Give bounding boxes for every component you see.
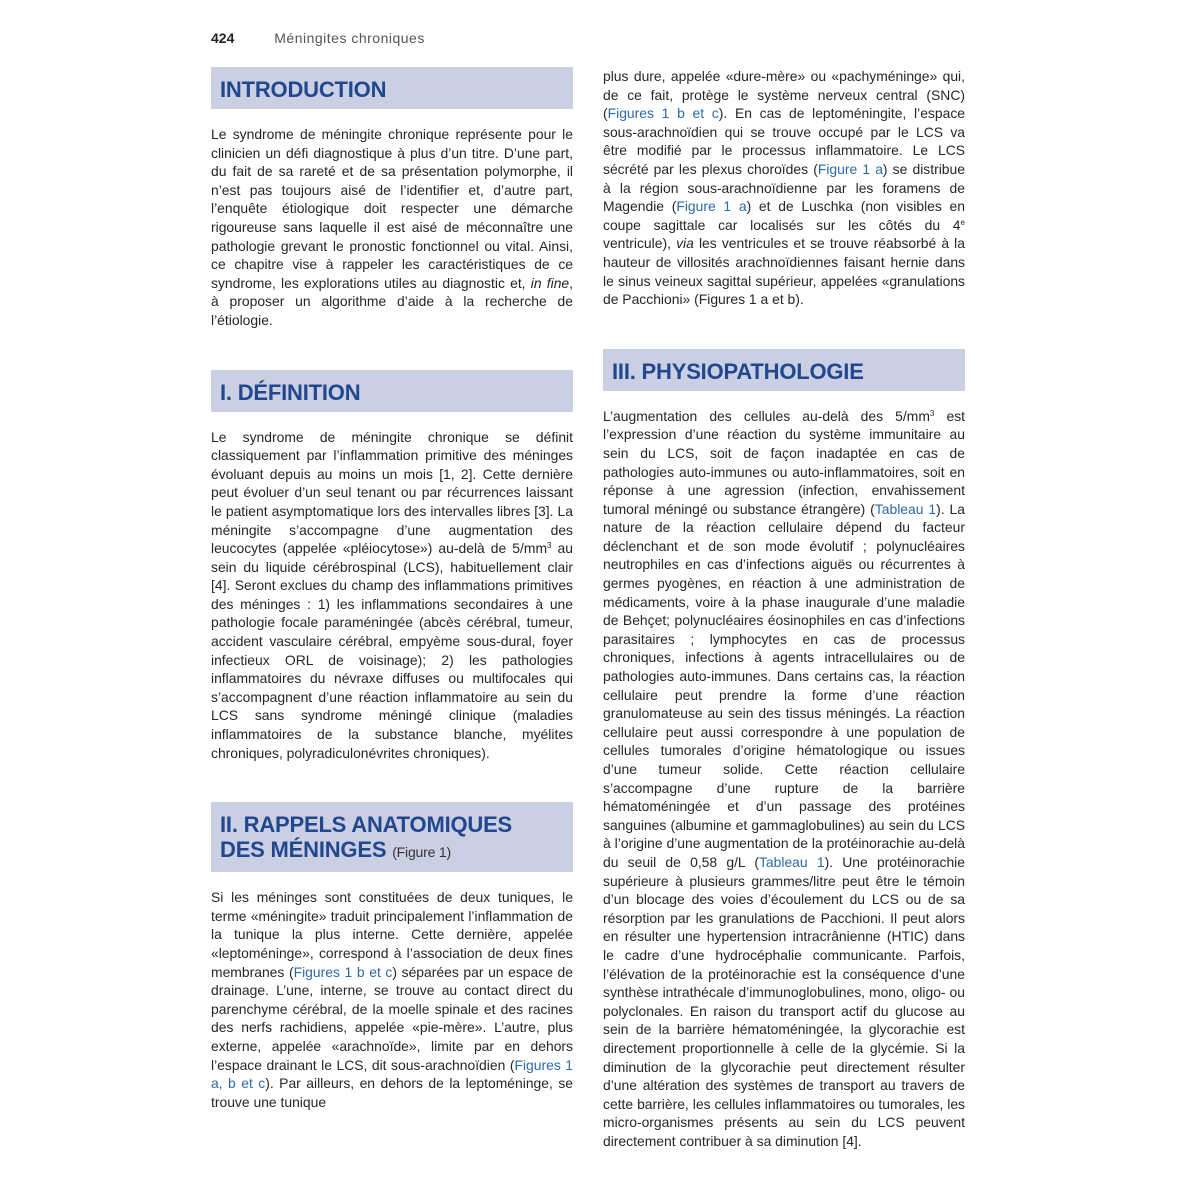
left-column	[211, 67, 573, 1111]
physiopathologie-heading: III. PHYSIOPATHOLOGIE	[603, 349, 965, 391]
physiopathologie-paragraph: L’augmentation des cellules au-delà des $5/mm^3$ est l’expression d’une réaction du système immunitaire au sein du LCS, soit de façon inadaptée en cas de pathologies auto-immunes ou auto-inflammatoires, soit en réponse à une agression (infection, envahissement tumoral méningé ou substance étrangère) (Tableau 1). La nature de la réaction cellulaire dépend du facteur déclenchant et de son mode évolutif ; polynucléaires neutrophiles en cas d’infections aiguës ou récurrentes à germes pyogènes, en réaction à une administration de médicaments, voire à la phase inaugurale d’une maladie de Behçet; polynucléaires éosinophiles en cas d’infections parasitaires ; lymphocytes en cas de processus chroniques, infections à agents intracellulaires ou de pathologies auto-immunes. Dans certains cas, la réaction cellulaire peut prendre la forme d’une réaction granulomateuse au sein des tissus méningés. La réaction cellulaire peut aussi correspondre à une population de cellules tumorales d’origine hématologique ou issues d’une tumeur solide. Cette réaction cellulaire s’accompagne d’une rupture de la barrière hématoméningée et d’un passage des protéines sanguines (albumine et gammaglobulines) au sein du LCS à l’origine d’une augmentation de la protéinorachie au-delà du seuil de 0,58 g/L (Tableau 1). Une protéinorachie supérieure à plusieurs grammes/litre peut être le témoin d’un blocage des voies d’écoulement du LCS ou de sa résorption par les granulations de Pacchioni. Il peut alors en résulter une hypertension intracrânienne (HTIC) dans le cadre d’une hydrocéphalie communicante. Parfois, l’élévation de la protéinorachie est la conséquence d’une synthèse intrathécale d’immunoglobulines, mono, oligo- ou polyclonales. En raison du transport actif du glucose au sein de la barrière hématoméningée, la glycorachie est directement proportionnelle à celle de la glycémie. Si la diminution de la glycorachie peut directement résulter d’une altération des systèmes de transport au travers de cette barrière, les cellules inflammatoires ou tumorales, les micro-organismes présents au sein du LCS peuvent directement contribuer à sa diminution [4].	[603, 407, 966, 1149]
figure-ref: (Figure 1)	[392, 844, 451, 861]
table-link[interactable]: Tableau 1	[874, 500, 937, 517]
definition-paragraph: Le syndrome de méningite chronique se définit classiquement par l’inflammation primitive des méninges évoluant depuis au moins un mois [1, 2]. Cette dernière peut évoluer d’un seul tenant ou par récurrences laissant le patient asymptomatique lors des intervalles libres [3]. La méningite s’accompagne d’une augmentation des leucocytes (appelée «pléiocytose») au-delà de $5/mm^3$ au sein du liquide cérébrospinal (LCS), habituellement clair [4]. Seront exclues du champ des inflammations primitives des méninges : 1) les inflammations secondaires à une pathologie focale paraméningée (abcès cérébral, tumeur, accident vasculaire cérébral, empyème sous-dural, foyer infectieux ORL de voisinage); 2) les pathologies inflammatoires du névraxe diffuses ou multifocales qui s’accompagnent d’une réaction inflammatoire au sein du LCS sans syndrome méningé clinique (maladies inflammatoires de la substance blanche, myélites chroniques, polyradiculonévrites chroniques).	[211, 428, 574, 761]
definition-heading: I. DÉFINITION	[211, 370, 573, 412]
running-title: Méningites chroniques	[274, 30, 425, 46]
figure-link[interactable]: Figure 1 a	[676, 198, 747, 215]
right-column	[603, 67, 965, 1150]
page-number: 424	[211, 30, 235, 46]
figure-link[interactable]: Figure 1 a	[817, 160, 883, 177]
introduction-heading: INTRODUCTION	[211, 67, 573, 109]
rappels-continued-paragraph: plus dure, appelée «dure-mère» ou «pachyméninge» qui, de ce fait, protège le système nerveux central (SNC) (Figures 1 b et c). En cas de leptoméningite, l’espace sous-arachnoïdien qui se trouve occupé par le LCS va être modifié par le processus inflammatoire. Le LCS sécrété par les plexus choroïdes (Figure 1 a) se distribue à la région sous-arachnoïdienne par les foramens de Magendie (Figure 1 a) et de Luschka (non visibles en coupe sagittale car localisés sur les côtés du 4e ventricule), via les ventricules et se trouve réabsorbé à la hauteur de villosités arachnoïdiennes faisant hernie dans le sinus veineux sagittal supérieur, appelées «granulations de Pacchioni» (Figures 1 a et b).	[603, 68, 965, 308]
figure-link[interactable]: Figures 1 a, b et c	[211, 1056, 573, 1092]
introduction-paragraph: Le syndrome de méningite chronique représente pour le clinicien un défi diagnostique à plus d’un titre. D’une part, du fait de sa rareté et de sa présentation polymorphe, il n’est pas toujours aisé de l’identifier et, d’autre part, l’enquête étiologique doit respecter une démarche rigoureuse sans laquelle il est aisé de méconnaître une pathologie grevant le pronostic fonctionnel ou vital. Ainsi, ce chapitre vise à rappeler les caractéristiques de ce syndrome, les explorations utiles au diagnostic et, in fine, à proposer un algorithme d’aide à la recherche de l’étiologie.	[211, 126, 574, 328]
rappels-paragraph: Si les méninges sont constituées de deux tuniques, le terme «méningite» traduit principalement l’inflammation de la tunique la plus interne. Cette dernière, appelée «leptoméninge», correspond à l’association de deux fines membranes (Figures 1 b et c) séparées par un espace de drainage. L’une, interne, se trouve au contact direct du parenchyme cérébral, de la moelle spinale et des racines des nerfs rachidiens, appelée «pie-mère». L’autre, plus externe, appelée «arachnoïde», limite par en dehors l’espace drainant le LCS, dit sous-arachnoïdien (Figures 1 a, b et c). Par ailleurs, en dehors de la leptoméninge, se trouve une tunique	[211, 889, 574, 1110]
figure-link[interactable]: Figures 1 b et c	[607, 105, 719, 122]
figure-link[interactable]: Figures 1 b et c	[293, 963, 393, 980]
rappels-heading: II. RAPPELS ANATOMIQUES DES MÉNINGES (Figure 1)	[211, 802, 573, 872]
page-header	[211, 30, 425, 46]
table-link[interactable]: Tableau 1	[758, 853, 825, 870]
